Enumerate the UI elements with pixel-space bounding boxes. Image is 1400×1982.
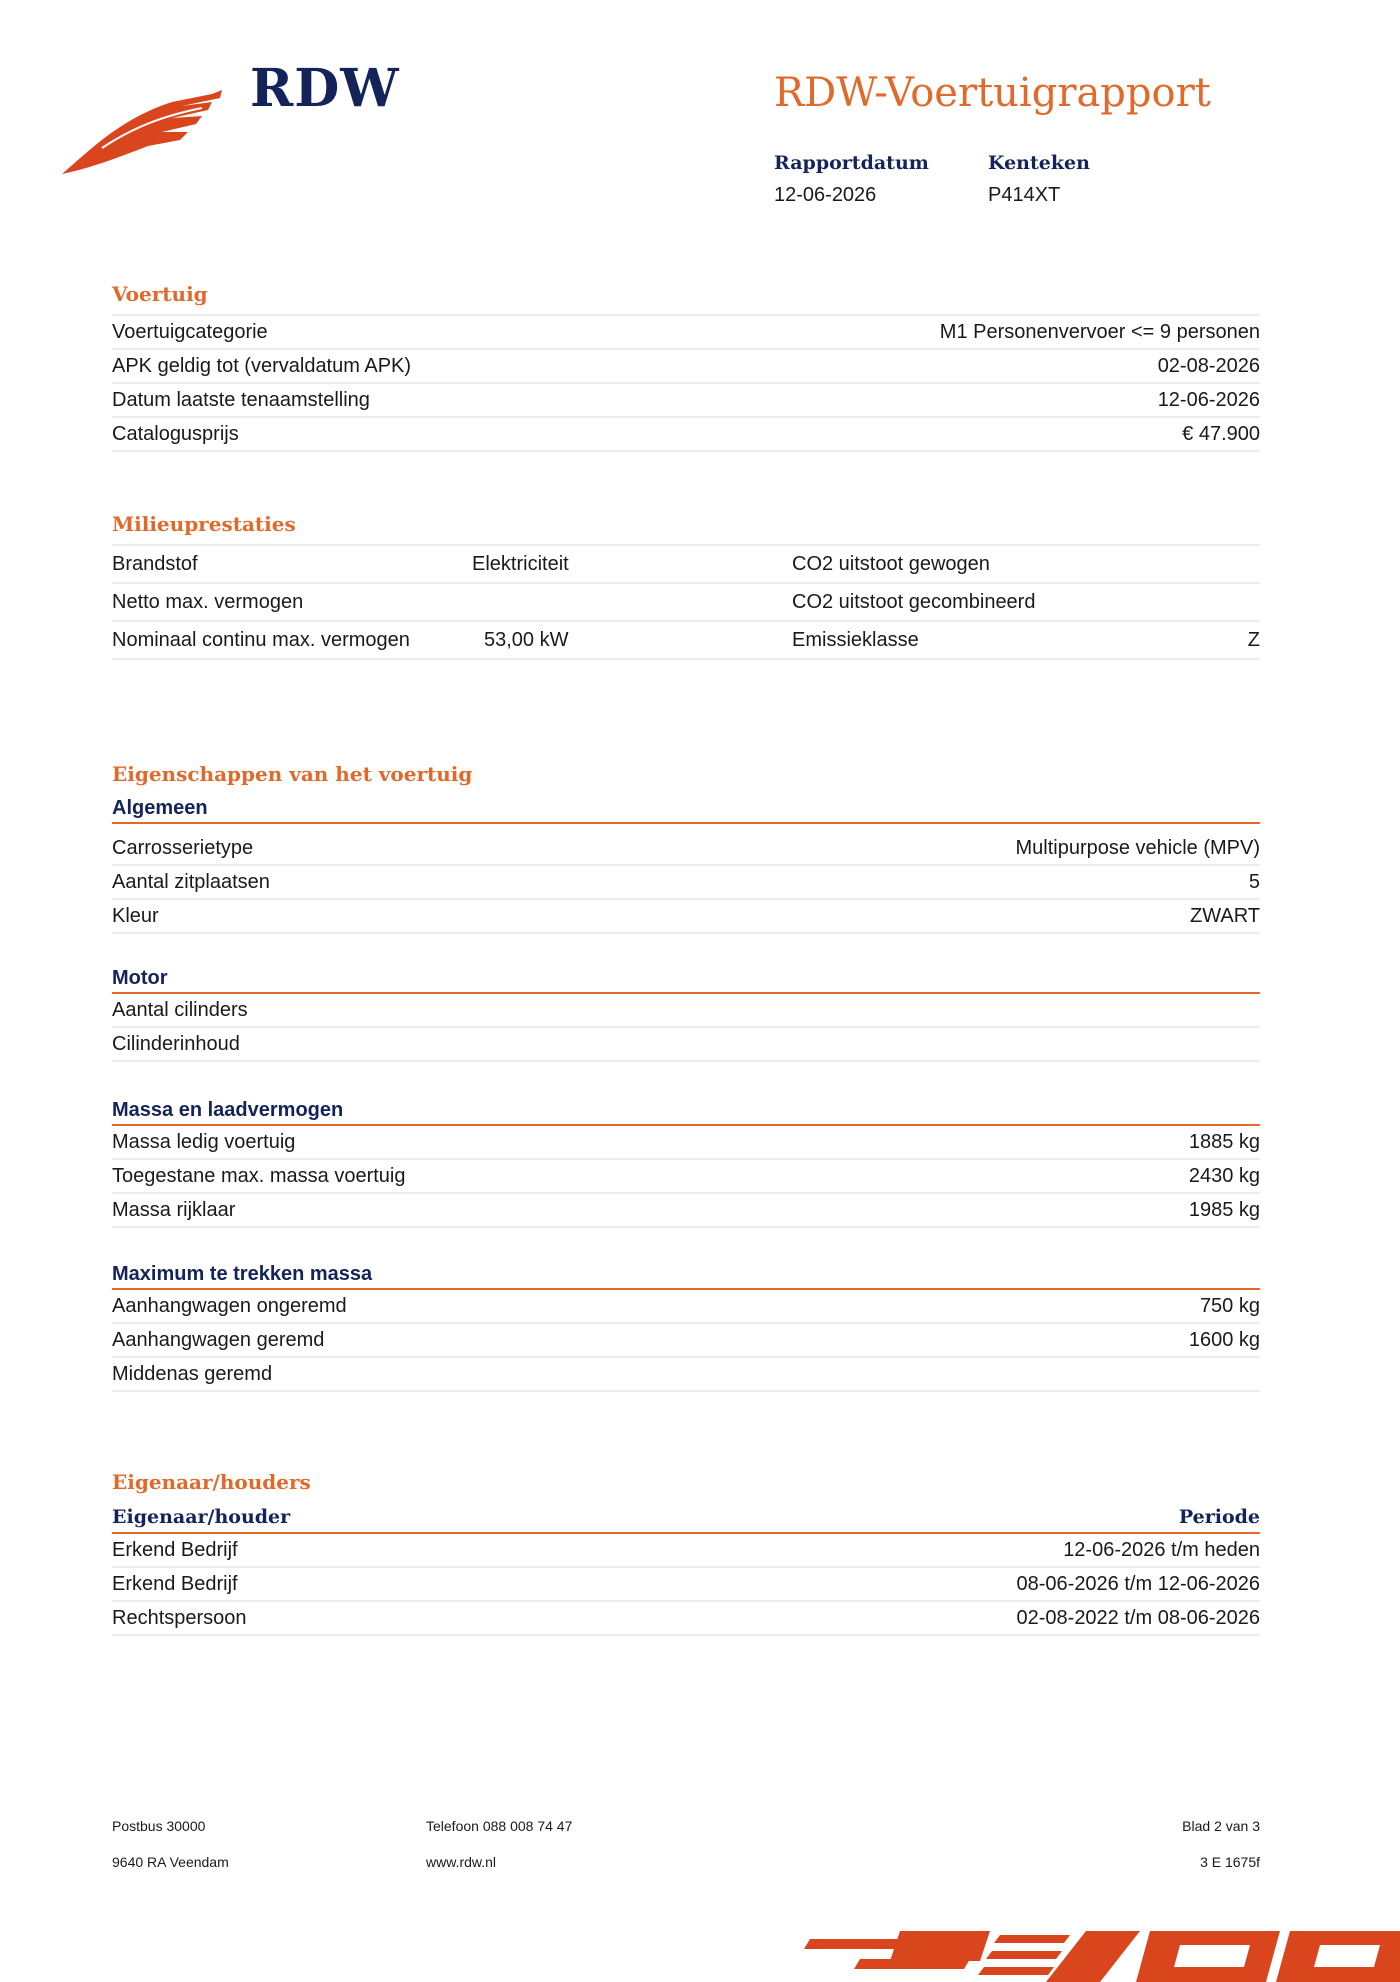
row-label: CO2 uitstoot gewogen [792,552,990,575]
subsection-title-motor: Motor [112,964,1260,994]
table-row [112,1324,1260,1358]
row-value: 750 kg [1199,1294,1260,1317]
row-value: Z [1247,628,1260,651]
row-value: € 47.900 [1182,422,1260,445]
row-label: Catalogusprijs [112,422,239,445]
row-value: 12-06-2026 [1157,388,1260,411]
plate-value: P414XT [988,184,1061,206]
row-value: 02-08-2026 [1157,354,1260,377]
section-voertuig [112,282,1260,452]
table-row [112,1126,1260,1160]
section-eigenaar-houders [112,1470,1260,1636]
report-title: RDW-Voertuigrapport [774,70,1211,116]
owner-cell: Erkend Bedrijf [112,1572,238,1595]
rdw-feather-logo-icon [62,88,237,178]
rdw-stripes-decoration-icon [800,1925,1400,1982]
row-value: 5 [1248,870,1260,893]
table-row [112,832,1260,866]
row-label: Middenas geremd [112,1362,273,1385]
period-cell: 12-06-2026 t/m heden [1063,1538,1260,1561]
row-value: 2430 kg [1188,1164,1260,1187]
row-label: Aantal zitplaatsen [112,870,270,893]
row-label: Voertuigcategorie [112,320,268,343]
row-label: Nominaal continu max. vermogen [112,628,410,651]
row-value: 1600 kg [1188,1328,1260,1351]
row-label: Cilinderinhoud [112,1032,240,1055]
table-row [112,1290,1260,1324]
section-title: Milieuprestaties [112,512,296,536]
section-title: Voertuig [112,282,208,306]
row-label: Emissieklasse [792,628,919,651]
row-label: Massa rijklaar [112,1198,236,1221]
report-date-value: 12-06-2026 [774,184,877,206]
footer-phone: Telefoon 088 008 74 47 [426,1818,573,1834]
table-row [112,900,1260,934]
table-row [112,384,1260,418]
table-row [112,1028,1260,1062]
row-label: APK geldig tot (vervaldatum APK) [112,354,412,377]
row-label: Brandstof [112,552,198,575]
section-milieuprestaties [112,512,1260,660]
table-row [112,418,1260,452]
row-label: Kleur [112,904,159,927]
rdw-logo-text: RDW [250,58,400,119]
table-row [112,584,1260,622]
period-cell: 02-08-2022 t/m 08-06-2026 [1016,1606,1260,1629]
subsection-title-algemeen: Algemeen [112,794,1260,824]
owner-cell: Rechtspersoon [112,1606,247,1629]
table-row [112,314,1260,350]
table-row [112,544,1260,584]
row-value: M1 Personenvervoer <= 9 personen [939,320,1260,343]
footer-address-line1: Postbus 30000 [112,1818,206,1834]
section-eigenschappen [112,762,1260,1392]
period-cell: 08-06-2026 t/m 12-06-2026 [1016,1572,1260,1595]
table-row [112,1160,1260,1194]
period-column-header: Periode [1178,1506,1260,1528]
table-row [112,1534,1260,1568]
row-label: Toegestane max. massa voertuig [112,1164,406,1187]
section-title: Eigenschappen van het voertuig [112,762,473,786]
owner-column-header: Eigenaar/houder [112,1506,291,1528]
row-label: Aantal cilinders [112,998,248,1021]
table-row [112,1358,1260,1392]
row-value: Elektriciteit [472,552,569,575]
row-label: CO2 uitstoot gecombineerd [792,590,1036,613]
footer-page-number: Blad 2 van 3 [1182,1818,1260,1834]
row-label: Datum laatste tenaamstelling [112,388,370,411]
report-date-label: Rapportdatum [774,152,929,174]
row-label: Massa ledig voertuig [112,1130,296,1153]
row-value: 1985 kg [1188,1198,1260,1221]
row-label: Aanhangwagen ongeremd [112,1294,347,1317]
footer-website[interactable]: www.rdw.nl [426,1854,497,1870]
table-row [112,994,1260,1028]
footer-document-code: 3 E 1675f [1200,1854,1260,1870]
owner-cell: Erkend Bedrijf [112,1538,238,1561]
table-row [112,1194,1260,1228]
table-row [112,1568,1260,1602]
subsection-title-massa: Massa en laadvermogen [112,1096,1260,1126]
section-title: Eigenaar/houders [112,1470,311,1494]
row-label: Carrosserietype [112,836,254,859]
row-value: 53,00 kW [484,628,569,651]
table-row [112,350,1260,384]
row-value: Multipurpose vehicle (MPV) [1015,836,1260,859]
table-row [112,866,1260,900]
row-label: Netto max. vermogen [112,590,304,613]
subsection-title-trekken: Maximum te trekken massa [112,1260,1260,1290]
row-value: 1885 kg [1188,1130,1260,1153]
owner-table-header [112,1502,1260,1534]
footer-address-line2: 9640 RA Veendam [112,1854,229,1870]
table-row [112,622,1260,660]
row-label: Aanhangwagen geremd [112,1328,325,1351]
row-value: ZWART [1190,904,1260,927]
table-row [112,1602,1260,1636]
plate-label: Kenteken [988,152,1090,174]
